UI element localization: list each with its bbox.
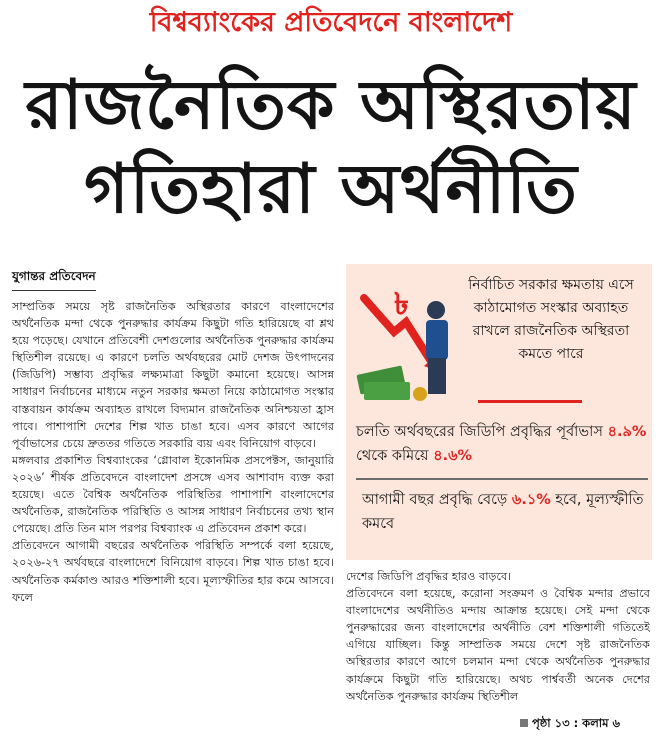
coin <box>413 387 427 401</box>
economy-decline-illustration <box>354 270 462 410</box>
stat-old-value: ৪.৯% <box>607 424 647 440</box>
stat-text: চলতি অর্থবছরের জিডিপি প্রবৃদ্ধির পূর্বাভাস <box>356 424 608 440</box>
paragraph: সাম্প্রতিক সময়ে সৃষ্ট রাজনৈতিক অস্থিরতার কারণে বাংলাদেশের অর্থনৈতিক মন্দা থেকে পুনরুদ্ধার কার্যক্রম কিছুটা গতি হারিয়েছে বা শ্লথ হয়ে পড়েছে। যেখানে প্রতিবেশী দেশগুলোর অর্থনৈতিক পুনরুদ্ধার কার্যক্রম স্থিতিশীল রয়েছে। এ কারণে চলতি অর্থবছরের মোট দেশজ উৎপাদনের (জিডিপি) সম্ভাব্য প্রবৃদ্ধির লক্ষ্যমাত্রা কিছুটা কমানো হয়েছে। আসন্ন সাধারণ নির্বাচনের মাধ্যমে নতুন সরকার ক্ষমতা নিয়ে কাঠামোগত সংস্কার বাস্তবায়ন কার্যক্রম অব্যাহত রাখলে বিদ্যমান রাজনৈতিক অনিশ্চয়তা হ্রাস পাবে। পাশাপাশি দেশের শিল্প খাত চাঙা হবে। এসব কারণে আগের পূর্বাভাসের চেয়ে দ্রুততর গতিতে সরকারি ব্যয় এবং বিনিয়োগ বাড়বে। <box>12 300 334 450</box>
stat-text: আগামী বছর প্রবৃদ্ধি বেড়ে <box>362 492 512 508</box>
body-column-left <box>12 298 334 606</box>
stat-new-value: ৪.৬% <box>433 448 473 464</box>
kicker: বিশ্বব্যাংকের প্রতিবেদনে বাংলাদেশ <box>149 7 513 38</box>
headline-line-2: গতিহারা অর্থনীতি <box>84 150 578 229</box>
next-year-growth-stat <box>362 488 648 536</box>
stat-text: থেকে কমিয়ে <box>356 448 434 464</box>
person-head <box>427 301 445 319</box>
headline-line-1: রাজনৈতিক অস্থিরতায় <box>25 66 637 145</box>
taka-icon: ৳ <box>394 287 409 322</box>
money-stack <box>364 382 410 400</box>
paragraph: মঙ্গলবার প্রকাশিত বিশ্বব্যাংকের ‘গ্লোবাল ইকোনমিক প্রসপেক্টস, জানুয়ারি ২০২৬’ শীর্ষক প্রতিবেদনে বাংলাদেশ প্রসঙ্গে এসব আশাবাদ ব্যক্ত করা হয়েছে। এতে বৈশ্বিক অর্থনৈতিক পরিস্থিতির পাশাপাশি বাংলাদেশের অর্থনৈতিক, রাজনৈতিক পরিস্থিতি ও আসন্ন সাধারণ নির্বাচনের তথ্য স্থান পেয়েছে। প্রতি তিন মাস পরপর বিশ্বব্যাংক এ প্রতিবেদন প্রকাশ করে। <box>12 453 334 536</box>
stat-divider <box>356 478 648 480</box>
quote-underline <box>478 400 582 403</box>
gdp-forecast-stat <box>356 420 648 468</box>
body-column-right <box>346 568 650 705</box>
stat-value: ৬.১% <box>511 492 551 508</box>
paragraph: প্রতিবেদনে বলা হয়েছে, করোনা সংক্রমণ ও বৈশ্বিক মন্দার প্রভাবে বাংলাদেশের অর্থনীতিও মন্দায় আক্রান্ত হয়েছে। সেই মন্দা থেকে পুনরুদ্ধারের জন্য বাংলাদেশের অর্থনীতি বেশ শক্তিশালী গতিতেই এগিয়ে যাচ্ছিল। কিন্তু সাম্প্রতিক সময়ে দেশে সৃষ্ট রাজনৈতিক অস্থিরতার কারণে আগে চলমান মন্দা থেকে অর্থনৈতিক পুনরুদ্ধার কার্যক্রমে কিছুটা গতি হারিয়েছে। অথচ পার্শ্ববর্তী অনেক দেশের অর্থনৈতিক পুনরুদ্ধার কার্যক্রম স্থিতিশীল <box>346 587 650 703</box>
paragraph: প্রতিবেদনে আগামী বছরের অর্থনৈতিক পরিস্থিতি সম্পর্কে বলা হয়েছে, ২০২৬-২৭ অর্থবছরে বাংলাদেশে বিনিয়োগ বাড়বে। শিল্প খাত চাঙা হবে। অর্থনৈতিক কর্মকাণ্ড আরও শক্তিশালী হবে। মূল্যস্ফীতির হার কমে আসবে। ফলে <box>12 539 334 604</box>
person-body <box>426 320 448 360</box>
person-legs <box>428 358 446 394</box>
continuation-note[interactable] <box>520 715 620 734</box>
paragraph: দেশের জিডিপি প্রবৃদ্ধির হারও বাড়বে। <box>346 570 512 583</box>
byline: যুগান্তর প্রতিবেদন <box>12 268 96 291</box>
box-quote: নির্বাচিত সরকার ক্ষমতায় এসে কাঠামোগত সংস্কার অব্যাহত রাখলে রাজনৈতিক অস্থিরতা কমতে পারে <box>468 277 634 362</box>
stat-text: হবে, মূল্যস্ফীতি কমবে <box>362 492 644 532</box>
square-bullet-icon <box>520 719 528 727</box>
continuation-text: পৃষ্ঠা ১৩ : কলাম ৬ <box>532 716 620 730</box>
